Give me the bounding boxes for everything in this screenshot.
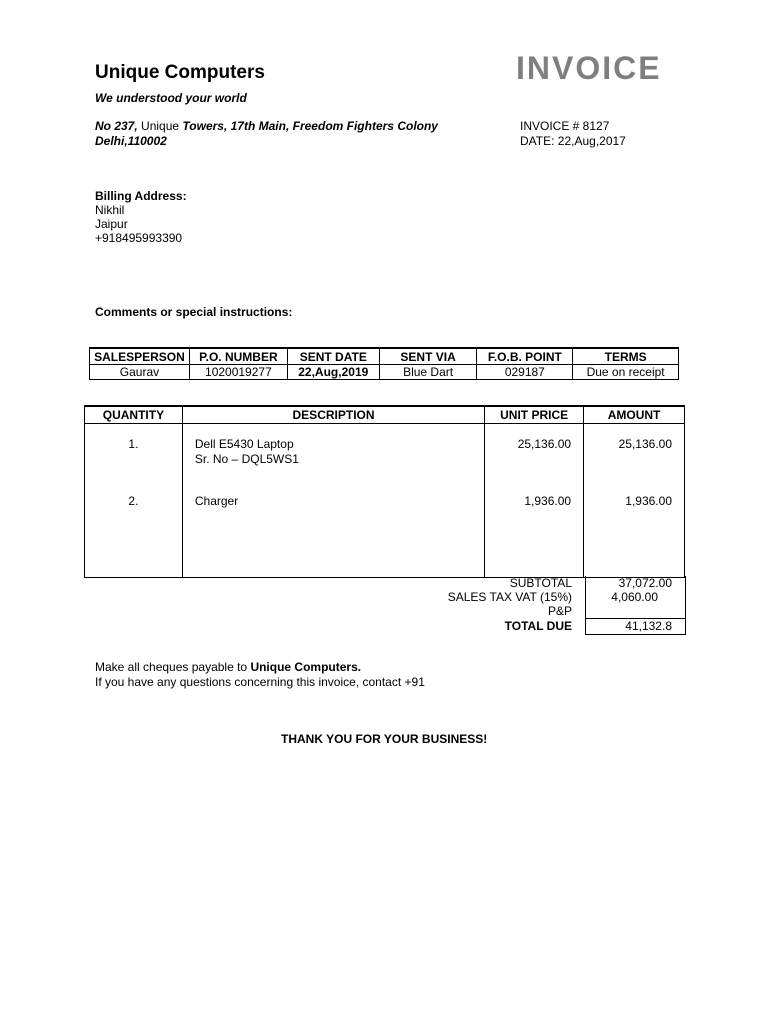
cheques-prefix: Make all cheques payable to [95, 660, 251, 674]
address-line-1 [95, 119, 438, 134]
invoice-meta [520, 119, 626, 149]
invoice-number: INVOICE # 8127 [520, 119, 610, 133]
shipping-header-cell: SALESPERSON [90, 348, 190, 365]
address-part-2: Unique [137, 119, 183, 133]
items-header-cell: AMOUNT [584, 406, 685, 424]
table-row [85, 494, 685, 578]
shipping-header-cell: F.O.B. POINT [477, 348, 573, 365]
shipping-header-row [90, 348, 679, 365]
subtotal-label: SUBTOTAL [509, 576, 572, 590]
thank-you-note: THANK YOU FOR YOUR BUSINESS! [281, 732, 488, 746]
unit-price-cell: 1,936.00 [485, 494, 584, 578]
billing-line: +918495993390 [95, 231, 183, 245]
address-part-3: Towers, 17th Main, Freedom Fighters Colony [182, 119, 438, 133]
unit-price-cell: 25,136.00 [485, 424, 584, 494]
invoice-date: DATE: 22,Aug,2017 [520, 134, 626, 148]
sent-via-cell: Blue Dart [379, 365, 477, 380]
table-row [85, 424, 685, 494]
tax-value: 4,060.00 [611, 590, 658, 604]
company-name: Unique Computers [95, 62, 265, 83]
billing-heading: Billing Address: [95, 189, 187, 203]
description-line: Charger [194, 493, 239, 508]
billing-line: Nikhil [95, 203, 125, 217]
amount-cell: 25,136.00 [584, 424, 685, 494]
shipping-table [89, 347, 679, 380]
total-due-value: 41,132.8 [625, 619, 672, 633]
description-line: Sr. No – DQL5WS1 [194, 452, 299, 466]
invoice-title: INVOICE [516, 50, 662, 86]
items-header-cell: QUANTITY [85, 406, 183, 424]
shipping-header-cell: SENT DATE [287, 348, 379, 365]
items-header-cell: UNIT PRICE [485, 406, 584, 424]
description-cell [182, 424, 484, 494]
address-part-1: No 237, [95, 119, 138, 133]
comments-label: Comments or special instructions: [95, 305, 293, 319]
company-address [95, 119, 438, 149]
shipping-header-cell: SENT VIA [379, 348, 477, 365]
items-table [84, 405, 685, 578]
address-line-2: Delhi,110002 [95, 134, 167, 148]
tax-label: SALES TAX VAT (15%) [447, 590, 572, 604]
qty-cell: 2. [85, 494, 183, 578]
shipping-header-cell: P.O. NUMBER [189, 348, 287, 365]
sent-date-cell: 22,Aug,2019 [287, 365, 379, 380]
description-cell [182, 494, 484, 578]
salesperson-cell: Gaurav [90, 365, 190, 380]
cheques-payee: Unique Computers. [250, 660, 362, 674]
shipping-row [90, 365, 679, 380]
pp-label: P&P [547, 604, 572, 618]
company-tagline: We understood your world [95, 91, 247, 105]
items-header-row [85, 406, 685, 424]
subtotal-value: 37,072.00 [618, 576, 672, 590]
amount-cell: 1,936.00 [584, 494, 685, 578]
description-line: Dell E5430 Laptop [194, 437, 294, 451]
cheques-line [95, 660, 425, 675]
questions-line: If you have any questions concerning this invoice, contact +91 [95, 675, 425, 689]
fob-point-cell: 029187 [477, 365, 573, 380]
terms-cell: Due on receipt [573, 365, 679, 380]
items-header-cell: DESCRIPTION [182, 406, 484, 424]
total-due-label: TOTAL DUE [504, 619, 572, 633]
shipping-header-cell: TERMS [573, 348, 679, 365]
po-number-cell: 1020019277 [189, 365, 287, 380]
billing-line: Jaipur [95, 217, 128, 231]
payment-note [95, 660, 425, 690]
billing-address [95, 189, 187, 245]
qty-cell: 1. [85, 424, 183, 494]
